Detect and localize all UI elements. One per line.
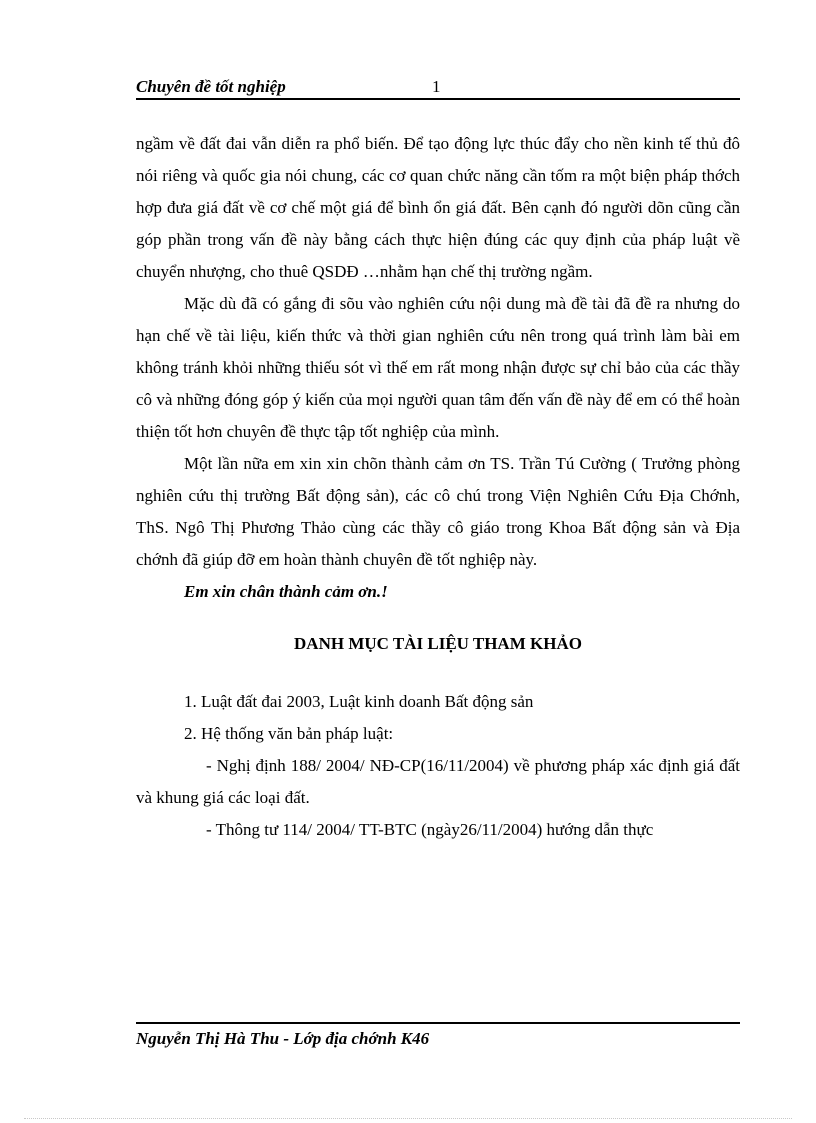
body-paragraph: Một lần nữa em xin xin chõn thành cảm ơn TS. Trần Tú Cường ( Trưởng phòng nghiên cứu thị trường Bất động sản), các cô chú trong Viện Nghiên Cứu Địa Chớnh, ThS. Ngô Thị Phương Thảo cùng các thầy cô giáo trong Khoa Bất động sản và Địa chớnh đã giúp đỡ em hoàn thành chuyên đề tốt nghiệp này.: [136, 454, 740, 569]
page-edge-divider: [24, 1118, 792, 1119]
reference-item: 1. Luật đất đai 2003, Luật kinh doanh Bất động sản: [184, 692, 534, 711]
footer-text: Nguyễn Thị Hà Thu - Lớp địa chớnh K46: [136, 1029, 430, 1048]
closing-line: Em xin chân thành cảm ơn.!: [184, 582, 388, 601]
reference-item: 2. Hệ thống văn bản pháp luật:: [184, 724, 394, 743]
page-header: [136, 76, 740, 100]
document-body: [136, 128, 740, 846]
header-title: Chuyên đề tốt nghiệp: [136, 77, 286, 96]
page-footer: [136, 1022, 740, 1050]
body-paragraph: Mặc dù đã có gắng đi sõu vào nghiên cứu nội dung mà đề tài đã đề ra nhưng do hạn chế về tài liệu, kiến thức và thời gian nghiên cứu nên trong quá trình làm bài em không tránh khỏi những thiếu sót vì thế em rất mong nhận được sự chỉ bảo của các thầy cô và những đóng góp ý kiến của mọi người quan tâm đến vấn đề này để em có thể hoàn thiện tốt hơn chuyên đề thực tập tốt nghiệp của mình.: [136, 294, 740, 441]
references-heading: DANH MỤC TÀI LIỆU THAM KHẢO: [294, 634, 582, 653]
reference-sub-item: - Thông tư 114/ 2004/ TT-BTC (ngày26/11/2004) hướng dẫn thực: [206, 820, 654, 839]
reference-sub-item: - Nghị định 188/ 2004/ NĐ-CP(16/11/2004) về phương pháp xác định giá đất và khung giá các loại đất.: [136, 756, 740, 807]
body-paragraph: ngầm về đất đai vẫn diễn ra phổ biến. Để tạo động lực thúc đẩy cho nền kinh tế thủ đô nói riêng và quốc gia nói chung, các cơ quan chức năng cần tốm ra một biện pháp thớch hợp đưa giá đất về cơ chế một giá để bình ổn giá đất. Bên cạnh đó người dõn cũng cần góp phần trong vấn đề này bằng cách thực hiện đúng các quy định của pháp luật về chuyển nhượng, cho thuê QSDĐ …nhằm hạn chế thị trường ngầm.: [136, 134, 740, 281]
page-number: 1: [432, 77, 441, 96]
